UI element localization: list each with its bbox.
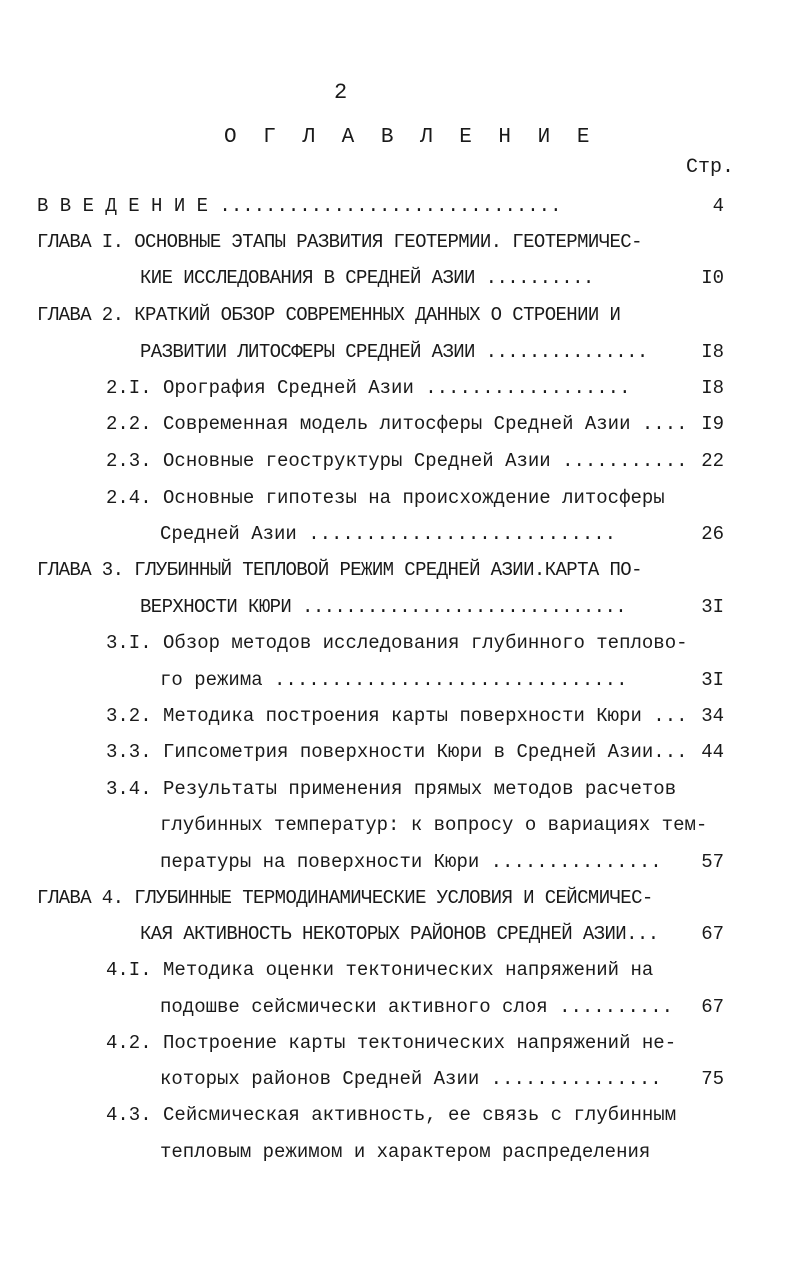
toc-entry-4-2: 4.2. Построение карты тектонических напряжений не- — [106, 1032, 677, 1054]
toc-entry-intro: В В Е Д Е Н И Е .............................. — [37, 195, 562, 217]
page-number: 2 — [334, 80, 348, 105]
toc-entry-4-2-cont: которых районов Средней Азии ............... — [160, 1068, 662, 1090]
toc-entry-2-4-cont: Средней Азии ........................... — [160, 523, 617, 545]
toc-entry-chapter-4-cont: КАЯ АКТИВНОСТЬ НЕКОТОРЫХ РАЙОНОВ СРЕДНЕЙ АЗИИ... — [140, 923, 659, 945]
toc-entry-3-3: 3.3. Гипсометрия поверхности Кюри в Средней Азии... — [106, 741, 688, 763]
toc-entry-3-4-cont: глубинных температур: к вопросу о вариациях тем- — [160, 814, 708, 836]
toc-entry-2-2: 2.2. Современная модель литосферы Средней Азии .... — [106, 413, 688, 435]
toc-entry-3-4: 3.4. Результаты применения прямых методов расчетов — [106, 778, 677, 800]
page-column-label: Стр. — [686, 156, 735, 179]
toc-page-3-1: 3I — [701, 669, 724, 691]
toc-entry-chapter-2: ГЛАВА 2. КРАТКИЙ ОБЗОР СОВРЕМЕННЫХ ДАННЫХ О СТРОЕНИИ И — [37, 304, 621, 326]
toc-page-3-4: 57 — [701, 851, 724, 873]
toc-page-chapter-4: 67 — [701, 923, 724, 945]
toc-entry-chapter-3: ГЛАВА 3. ГЛУБИННЫЙ ТЕПЛОВОЙ РЕЖИМ СРЕДНЕЙ АЗИИ.КАРТА ПО- — [37, 559, 642, 581]
page-title: О Г Л А В Л Е Н И Е — [224, 126, 597, 149]
toc-entry-chapter-3-cont: ВЕРХНОСТИ КЮРИ .............................. — [140, 596, 627, 618]
toc-page-2-1: I8 — [701, 377, 724, 399]
toc-page-4-2: 75 — [701, 1068, 724, 1090]
toc-page-4-1: 67 — [701, 996, 724, 1018]
toc-entry-4-3-cont: тепловым режимом и характером распределения — [160, 1141, 651, 1163]
toc-page-2-2: I9 — [701, 413, 724, 435]
toc-entry-4-1: 4.I. Методика оценки тектонических напряжений на — [106, 959, 654, 981]
toc-page-intro: 4 — [712, 195, 724, 217]
toc-page-3-3: 44 — [701, 741, 724, 763]
toc-page-2-3: 22 — [701, 450, 724, 472]
toc-page-2-4: 26 — [701, 523, 724, 545]
toc-page-chapter-2: I8 — [701, 341, 724, 363]
toc-entry-2-4: 2.4. Основные гипотезы на происхождение литосферы — [106, 487, 665, 509]
toc-entry-4-1-cont: подошве сейсмически активного слоя .......... — [160, 996, 674, 1018]
toc-entry-chapter-1-cont: КИЕ ИССЛЕДОВАНИЯ В СРЕДНЕЙ АЗИИ .......... — [140, 267, 594, 289]
toc-entry-3-4-cont-2: пературы на поверхности Кюри ............... — [160, 851, 662, 873]
toc-entry-2-3: 2.3. Основные геоструктуры Средней Азии ........... — [106, 450, 688, 472]
toc-entry-chapter-1: ГЛАВА I. ОСНОВНЫЕ ЭТАПЫ РАЗВИТИЯ ГЕОТЕРМИИ. ГЕОТЕРМИЧЕС- — [37, 231, 642, 253]
toc-page-chapter-3: 3I — [701, 596, 724, 618]
toc-entry-3-1: 3.I. Обзор методов исследования глубинного теплово- — [106, 632, 688, 654]
toc-entry-chapter-4: ГЛАВА 4. ГЛУБИННЫЕ ТЕРМОДИНАМИЧЕСКИЕ УСЛОВИЯ И СЕЙСМИЧЕС- — [37, 887, 653, 909]
toc-entry-2-1: 2.I. Орография Средней Азии .................. — [106, 377, 631, 399]
toc-entry-chapter-2-cont: РАЗВИТИИ ЛИТОСФЕРЫ СРЕДНЕЙ АЗИИ ............... — [140, 341, 648, 363]
toc-page-chapter-1: I0 — [701, 267, 724, 289]
toc-entry-4-3: 4.3. Сейсмическая активность, ее связь с глубинным — [106, 1104, 677, 1126]
toc-entry-3-1-cont: го режима ............................... — [160, 669, 628, 691]
toc-entry-3-2: 3.2. Методика построения карты поверхности Кюри ... — [106, 705, 688, 727]
toc-page-3-2: 34 — [701, 705, 724, 727]
